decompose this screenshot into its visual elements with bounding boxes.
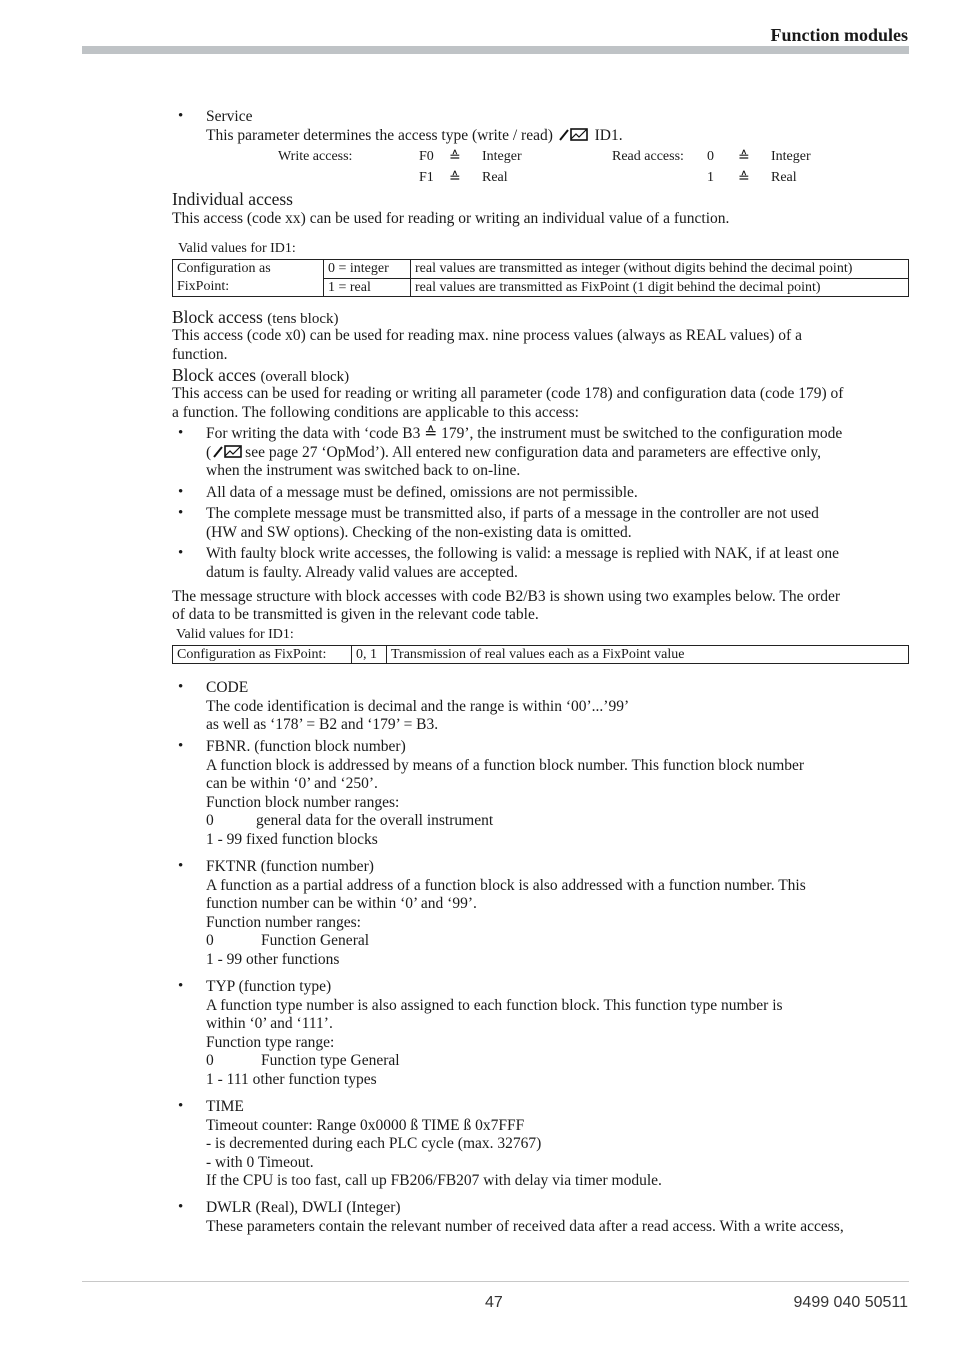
bullet: •: [178, 1098, 184, 1114]
bullet: •: [178, 484, 184, 500]
fktnr-item: FKTNR (function number) A function as a partial address of a function block is also addressed with a function number. This function number can be within ‘0’ and ‘99’. Function number ranges: 0 Function General 1 - 99 other functions: [206, 858, 806, 968]
bullet: •: [178, 1199, 184, 1215]
typ-item: TYP (function type) A function type number is also assigned to each function block. This function type number is within ‘0’ and ‘111’. Function type range: 0 Function type General 1 - 111 other function types: [206, 978, 783, 1088]
individual-text: This access (code xx) can be used for reading or writing an individual value of a function.: [172, 210, 730, 227]
bullet: •: [178, 545, 184, 561]
block-overall-line2: a function. The following conditions are applicable to this access:: [172, 404, 579, 421]
id1-values-table: [172, 259, 909, 297]
code-item: CODE The code identification is decimal and the range is within ‘00’...’99’ as well as ‘178’ = B2 and ‘179’ = B3.: [206, 679, 630, 734]
read-code-1: 1: [707, 170, 714, 185]
fixpoint-config-cell: Configuration as FixPoint:: [173, 646, 352, 664]
heading-individual-access: Individual access: [172, 189, 293, 209]
corresponds-symbol: ≙: [738, 150, 750, 165]
read-code-0: 0: [707, 149, 714, 164]
heading-block-access-tens: Block access (tens block): [172, 307, 339, 327]
valid-values-label: Valid values for ID1:: [178, 241, 296, 256]
header-rule: [82, 46, 909, 54]
time-item: TIME Timeout counter: Range 0x0000 ß TIME ß 0x7FFF - is decremented during each PLC cycle (max. 32767) - with 0 Timeout. If the CPU is too fast, call up FB206/FB207 with delay via timer module.: [206, 1098, 662, 1190]
service-label: Service: [206, 108, 253, 125]
document-number: 9499 040 50511: [793, 1294, 908, 1311]
value-cell-1: 1 = real: [324, 278, 411, 297]
write-code-f1: F1: [419, 170, 434, 185]
read-val-real: Real: [771, 170, 797, 185]
bullet-service: •: [178, 108, 184, 124]
heading-block-access-overall: Block acces (overall block): [172, 365, 350, 385]
page-number: 47: [485, 1294, 503, 1311]
fixpoint-desc-cell: Transmission of real values each as a FixPoint value: [387, 646, 909, 664]
config-cell: Configuration as FixPoint:: [173, 260, 324, 297]
service-block: [206, 108, 623, 145]
block-tens-line1: This access (code x0) can be used for reading max. nine process values (always as REAL values) of a: [172, 327, 802, 344]
value-cell-0: 0 = integer: [324, 260, 411, 279]
condition-item-4: With faulty block write accesses, the following is valid: a message is replied with NAK, if at least one datum is faulty. Already valid values are accepted.: [206, 545, 839, 581]
condition-item-2: All data of a message must be defined, omissions are not permissible.: [206, 484, 638, 501]
write-val-integer: Integer: [482, 149, 522, 164]
block-overall-line1: This access can be used for reading or writing all parameter (code 178) and configuration data (code 179) of: [172, 385, 844, 402]
condition-item-1: For writing the data with ‘code B3 ≙ 179’, the instrument must be switched to the configuration mode ( see page 27 ‘OpMod’). All entered new configuration data and parameters are effective only, when the instrument was switched back to on-line.: [206, 425, 843, 480]
bullet: •: [178, 679, 184, 695]
bullet: •: [178, 978, 184, 994]
corresponds-symbol: ≙: [738, 171, 750, 186]
bullet: •: [178, 505, 184, 521]
bullet: •: [178, 738, 184, 754]
write-code-f0: F0: [419, 149, 434, 164]
bullet: •: [178, 425, 184, 441]
pen-box-icon: [213, 445, 243, 458]
write-access-label: Write access:: [278, 149, 353, 164]
service-description: This parameter determines the access type (write / read) ID1.: [206, 126, 623, 144]
write-val-real: Real: [482, 170, 508, 185]
read-val-integer: Integer: [771, 149, 811, 164]
fixpoint-values-cell: 0, 1: [352, 646, 387, 664]
desc-cell-1: real values are transmitted as FixPoint (1 digit behind the decimal point): [411, 278, 909, 297]
corresponds-symbol: ≙: [449, 171, 461, 186]
structure-line1: The message structure with block accesses with code B2/B3 is shown using two examples below. The order: [172, 588, 841, 605]
dwlr-item: DWLR (Real), DWLI (Integer) These parameters contain the relevant number of received data after a read access. With a write access,: [206, 1199, 844, 1235]
desc-cell-0: real values are transmitted as integer (without digits behind the decimal point): [411, 260, 909, 279]
structure-line2: of data to be transmitted is given in the relevant code table.: [172, 606, 539, 623]
fbnr-item: FBNR. (function block number) A function block is addressed by means of a function block number. This function block number can be within ‘0’ and ‘250’. Function block number ranges: 0 general data for the overall instrument 1 - 99 fixed function blocks: [206, 738, 805, 848]
page-header-title: Function modules: [770, 25, 908, 45]
condition-item-3: The complete message must be transmitted also, if parts of a message in the controller are not used (HW and SW options). Checking of the non-existing data is omitted.: [206, 505, 819, 541]
corresponds-symbol: ≙: [449, 150, 461, 165]
pen-box-icon: [559, 128, 589, 141]
footer-rule: [82, 1281, 909, 1282]
id1-fixpoint-table: [172, 645, 909, 664]
bullet: •: [178, 858, 184, 874]
valid-values-label-2: Valid values for ID1:: [176, 627, 294, 642]
block-tens-line2: function.: [172, 346, 228, 363]
read-access-label: Read access:: [612, 149, 684, 164]
